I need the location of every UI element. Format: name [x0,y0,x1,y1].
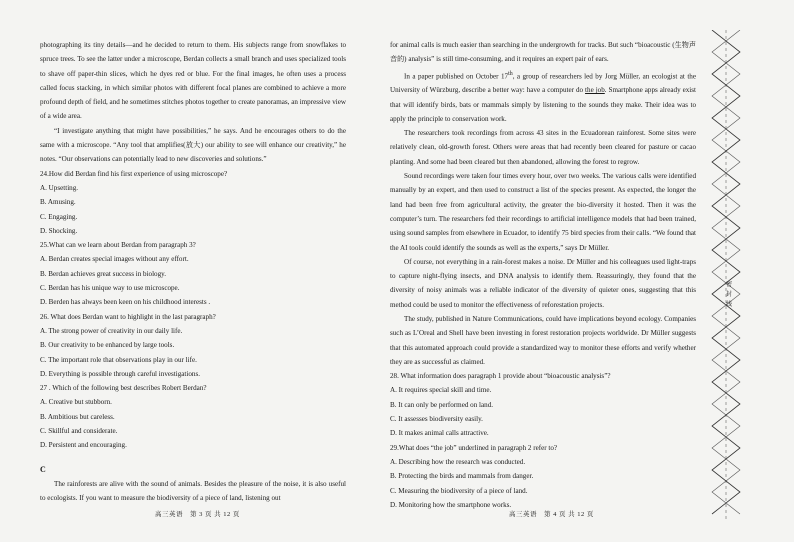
question-24 [40,167,346,238]
date-suffix: th [508,70,513,77]
answer-option: D. Everything is possible through careful investigations. [40,369,200,378]
binding-margin-zigzag [706,30,746,520]
answer-option: A. It requires special skill and time. [390,386,492,395]
answer-option: C. Berdan has his unique way to use microscope. [40,284,180,293]
answer-option: B. It can only be performed on land. [390,400,494,409]
passage-b-paragraph: photographing its tiny details—and he decided to return to them. His subjects range from snowflakes to spruce trees. To see the latter under a microscope, Berdan collects a small branch and uses specialized tools to shave off paper-thin slices, which he dyes red or blue. For the final images, he often uses a process called focus stacking, in which similar photos with different focal planes are combined to achieve a more profound depth of field, and he sometimes stitches photos together to create panoramas, an impressive view of a wide area. [40,41,346,121]
answer-option: B. Berdan achieves great success in biology. [40,269,167,278]
page-footer-left: 高三英语 第 3 页 共 12 页 [155,511,240,518]
answer-option: D. It makes animal calls attractive. [390,429,489,438]
passage-c-paragraph: The researchers took recordings from across 43 sites in the Ecuadorean rainforest. Some sites were relatively clean, old-growth forest. Others were areas that had recently been cleared for pasture or cacao planting. And some had been cleared but then abandoned, allowing the forest to regrow. [390,129,696,166]
answer-option: A. The strong power of creativity in our daily life. [40,326,183,335]
question-stem: 28. What information does paragraph 1 provide about “bioacoustic analysis”? [390,372,611,381]
answer-option: A. Describing how the research was conducted. [390,457,526,466]
answer-option: D. Monitoring how the smartphone works. [390,500,512,509]
answer-option: C. Engaging. [40,212,78,221]
answer-option: D. Berden has always been keen on his childhood interests . [40,298,211,307]
paragraph-text: , a group of researchers led by Jorg Müller, an ecologist at the University of Würzburg, describe a better way: have a computer do [390,71,696,95]
question-29 [390,441,696,512]
answer-option: A. Upsetting. [40,183,79,192]
question-27 [40,381,346,452]
passage-c-paragraph: Sound recordings were taken four times every hour, over two weeks. The various calls were identified manually by an expert, and then used to construct a list of the species present. As expected, the longer the land had been free from agricultural activity, the greater the bio-diversity it hosted. Then it was the computer’s turn. The researchers fed their recordings to artificial intelligence models that had been trained, using sound samples from elsewhere in Ecuador, to identify 75 bird species from their calls. “We found that the AI tools could identify the sounds as well as the experts,” says Dr Müller. [390,172,696,252]
question-stem: 26. What does Berdan want to highlight in the last paragraph? [40,312,216,321]
answer-option: C. It assesses biodiversity easily. [390,415,483,424]
question-stem: 25.What can we learn about Berdan from paragraph 3? [40,241,196,250]
question-stem: 24.How did Berdan find his first experience of using microscope? [40,169,228,178]
answer-option: C. The important role that observations play in our life. [40,355,197,364]
answer-option: A. Creative but stubborn. [40,398,112,407]
question-stem: 29.What does “the job” underlined in paragraph 2 refer to? [390,443,558,452]
passage-b-quote-paragraph: “I investigate anything that might have possibilities,” he says. And he encourages others to do the same with a microscope. “Any tool that amplifies(放大) our ability to see will enhance our creativity,” he notes. “Our observations can potentially lead to new discoveries and solutions.” [40,126,346,164]
answer-option: C. Measuring the biodiversity of a piece of land. [390,486,528,495]
answer-option: B. Ambitious but careless. [40,412,115,421]
passage-c-paragraph: The rainforests are alive with the sound of animals. Besides the pleasure of the noise, it is also useful to ecologists. If you want to measure the biodiversity of a piece of land, listening out [40,479,346,503]
answer-option: B. Amusing. [40,198,76,207]
question-stem: 27 . Which of the following best describes Robert Berdan? [40,384,207,393]
underlined-phrase: the job [585,86,605,95]
right-page-column [390,38,696,512]
section-heading: C [40,464,46,474]
page-footer-right: 高三英语 第 4 页 共 12 页 [509,511,594,518]
answer-option: D. Persistent and encouraging. [40,441,127,450]
question-25 [40,238,346,309]
passage-c-paragraph: The study, published in Nature Communications, could have implications beyond ecology. Companies such as L’Oreal and Shell have been investing in forest restoration projects worldwide. Dr Müller suggests that this automated approach could provide a standardized way to monitor these efforts and verify whether they are as successful as claimed. [390,315,696,366]
answer-option: C. Skillful and considerate. [40,427,118,436]
paragraph-text: In a paper published on October 17 [404,71,509,80]
question-28 [390,369,696,440]
passage-c-paragraph: for animal calls is much easier than searching in the undergrowth for tracks. But such “bioacoustic (生物声音的) analysis” is still time-consuming, and it requires an expert pair of ears. [390,41,696,64]
answer-option: A. Berdan creates special images without any effort. [40,255,189,264]
left-page-column [40,38,346,506]
paragraph-text: . Smartphone apps already exist that will identify birds, bats or mammals simply by listening to the sounds they make. Their idea was to apply the principle to conservation work. [390,86,697,123]
question-26 [40,310,346,381]
passage-c-paragraph: Of course, not everything in a rain-forest makes a noise. Dr Müller and his colleagues used light-traps to capture night-flying insects, and DNA analysis to identify them. Reassuringly, they found that the diversity of noisy animals was a reliable indicator of the diversity of quieter ones, suggesting that this method could be used to monitor the effectiveness of reforestation projects. [390,257,696,309]
passage-c-paragraph [390,67,696,127]
answer-option: B. Our creativity to be enhanced by large tools. [40,341,175,350]
seal-line-label: 密 封 线 [726,282,733,308]
answer-option: D. Shocking. [40,226,78,235]
answer-option: B. Protecting the birds and mammals from danger. [390,472,534,481]
